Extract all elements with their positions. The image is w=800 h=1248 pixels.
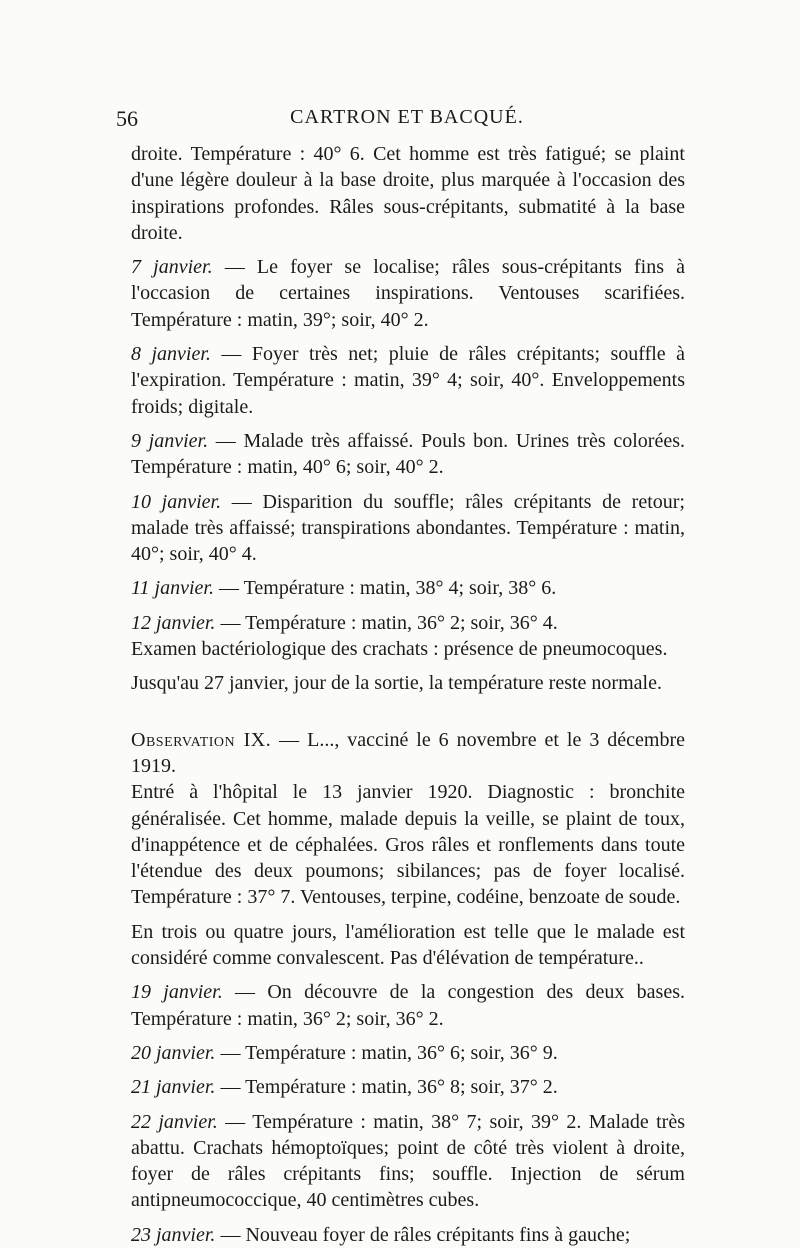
- entry-date: 21 janvier.: [131, 1076, 216, 1099]
- paragraph-9-janvier: 9 janvier. — Malade très affaissé. Pouls bon. Urines très colorées. Température : matin, 40° 6; soir, 40° 2.: [131, 429, 685, 479]
- entry-date: 9 janvier.: [131, 429, 209, 452]
- paragraph-jusquau: Jusqu'au 27 janvier, jour de la sortie, la température reste normale.: [131, 672, 662, 695]
- entry-date: 8 janvier.: [131, 343, 211, 366]
- entry-date: 11 janvier.: [131, 577, 214, 600]
- page-number: 56: [116, 106, 138, 131]
- observation-heading: Observation IX.: [131, 728, 272, 751]
- paragraph-20-janvier: 20 janvier. — Température : matin, 36° 6; soir, 36° 9.: [131, 1041, 558, 1064]
- paragraph-10-janvier: 10 janvier. — Disparition du souffle; râles crépitants de retour; malade très affaissé; transpirations abondantes. Température : matin, 40°; soir, 40° 4.: [131, 490, 685, 566]
- observation-heading-paragraph: [131, 727, 685, 780]
- entry-date: 19 janvier.: [131, 981, 223, 1004]
- entry-date: 22 janvier.: [131, 1110, 218, 1133]
- paragraph-8-janvier: 8 janvier. — Foyer très net; pluie de râles crépitants; souffle à l'expiration. Température : matin, 39° 4; soir, 40°. Enveloppements froids; digitale.: [131, 343, 685, 418]
- entry-date: 20 janvier.: [131, 1041, 216, 1064]
- entry-date: 23 janvier.: [131, 1223, 216, 1246]
- paragraph-19-janvier: 19 janvier. — On découvre de la congestion des deux bases. Température : matin, 36° 2; soir, 36° 2.: [131, 981, 685, 1030]
- paragraph-22-janvier: 22 janvier. — Température : matin, 38° 7; soir, 39° 2. Malade très abattu. Crachats hémoptoïques; point de côté très violent à droite, foyer de râles crépitants fins; souffle. Injection de sérum antipneumococcique, 40 centimètres cubes.: [131, 1110, 685, 1212]
- paragraph-entre: Entré à l'hôpital le 13 janvier 1920. Diagnostic : bronchite généralisée. Cet homme, malade depuis la veille, se plaint de toux, d'inappétence et de céphalées. Gros râles et ronflements dans toute l'étendue des deux poumons; sibilances; pas de foyer localisé. Température : 37° 7. Ventouses, terpine, codéine, benzoate de soude.: [131, 781, 685, 909]
- running-title: CARTRON ET BACQUÉ.: [290, 106, 524, 128]
- paragraph-examen: Examen bactériologique des crachats : présence de pneumocoques.: [131, 638, 668, 661]
- paragraph-23-janvier: 23 janvier. — Nouveau foyer de râles crépitants fins à gauche;: [131, 1223, 631, 1246]
- paragraph: droite. Température : 40° 6. Cet homme est très fatigué; se plaint d'une légère douleur à la base droite, plus marquée à l'occasion des inspirations profondes. Râles sous-crépitants, submatité à la base droite.: [131, 143, 685, 244]
- paragraph-11-janvier: 11 janvier. — Température : matin, 38° 4; soir, 38° 6.: [131, 577, 557, 600]
- body-text: [131, 141, 685, 1248]
- paragraph-trois-jours: En trois ou quatre jours, l'amélioration est telle que le malade est considéré comme convalescent. Pas d'élévation de température..: [131, 920, 685, 970]
- page-header: [116, 106, 698, 134]
- paragraph-7-janvier: 7 janvier. — Le foyer se localise; râles sous-crépitants fins à l'occasion de certaines inspirations. Ventouses scarifiées. Température : matin, 39°; soir, 40° 2.: [131, 256, 685, 331]
- entry-date: 7 janvier.: [131, 256, 213, 279]
- entry-date: 10 janvier.: [131, 490, 222, 513]
- observation-intro: — L..., vacciné le 6 novembre et le 3 décembre 1919.: [131, 728, 685, 777]
- paragraph-12-janvier: 12 janvier. — Température : matin, 36° 2; soir, 36° 4.: [131, 611, 558, 634]
- paragraph-21-janvier: 21 janvier. — Température : matin, 36° 8; soir, 37° 2.: [131, 1076, 558, 1099]
- entry-date: 12 janvier.: [131, 611, 216, 634]
